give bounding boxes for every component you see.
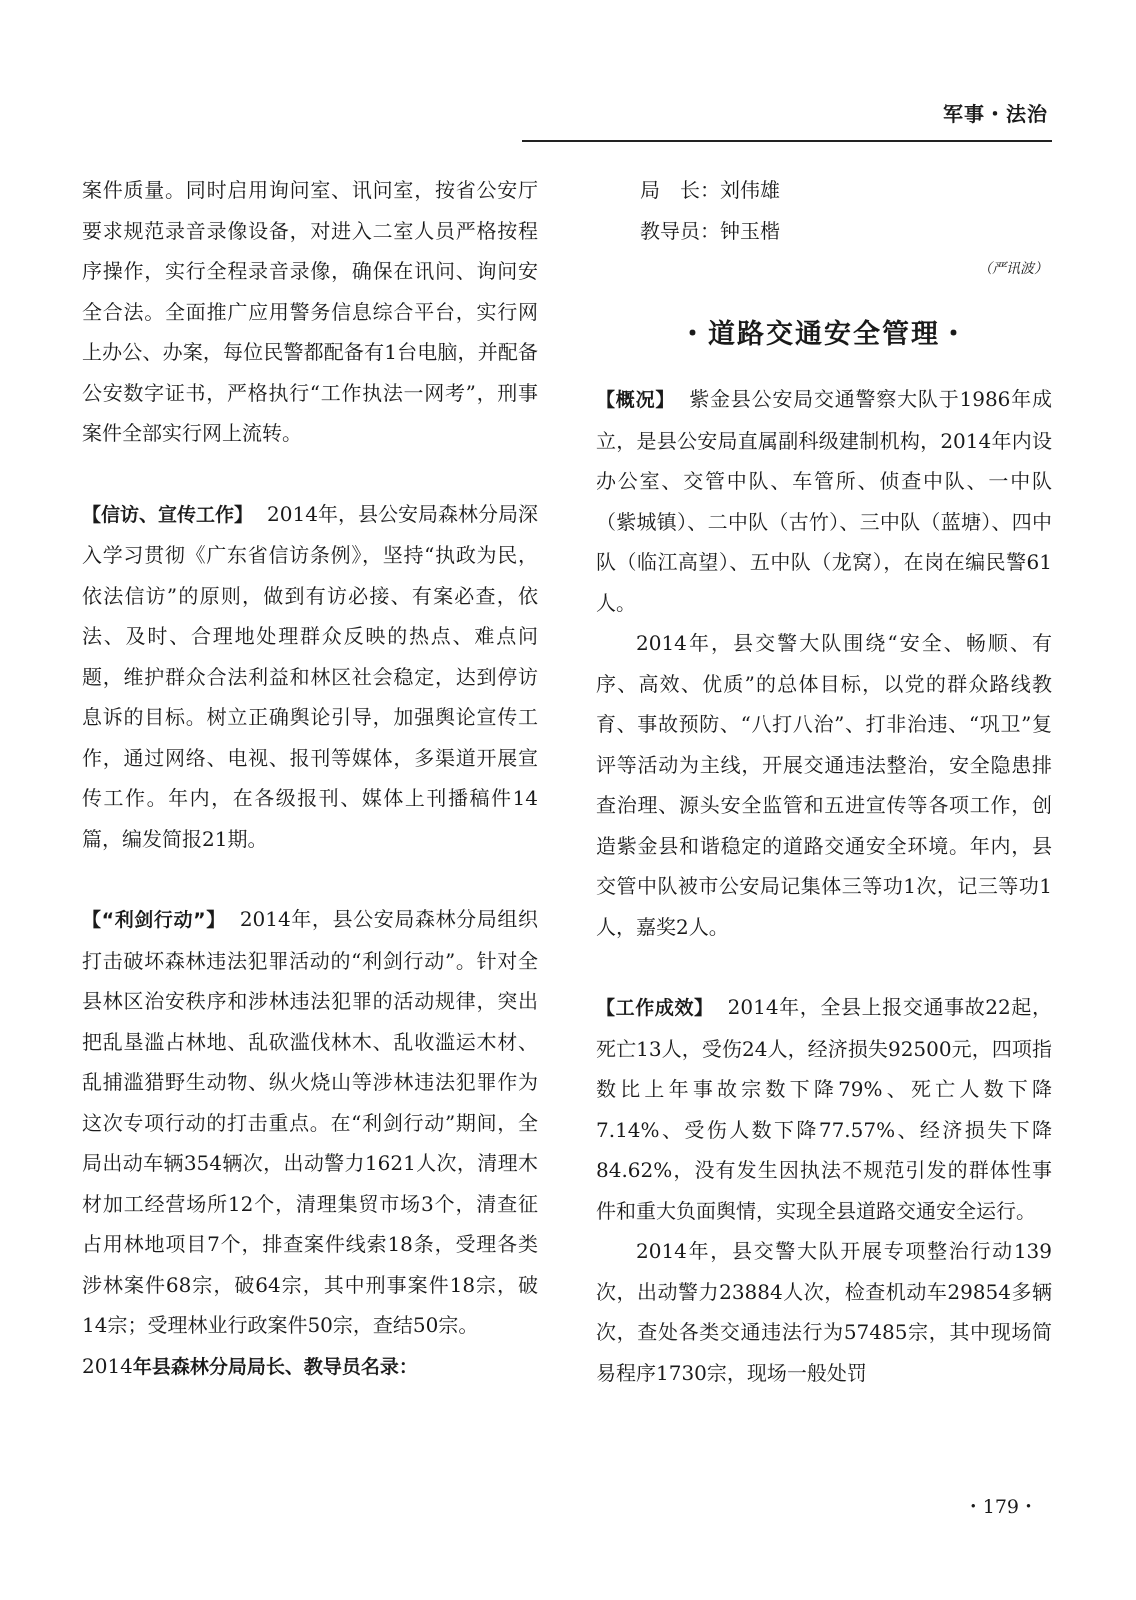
paragraph-sword-action (82, 899, 538, 1346)
paragraph-petition-publicity (82, 494, 538, 860)
chief-name: 局 长：刘伟雄 (640, 178, 780, 202)
paragraph-overview (596, 379, 1052, 623)
paragraph-body: 2014年，全县上报交通事故22起，死亡13人，受伤24人，经济损失92500元，四项指数比上年事故宗数下降79%、死亡人数下降7.14%、受伤人数下降77.57%、经济损失下降84.62%，没有发生因执法不规范引发的群体性事件和重大负面舆情，实现全县道路交通安全运行。 (596, 995, 1052, 1223)
section-title: ・道路交通安全管理・ (679, 319, 969, 350)
paragraph-enforcement: 2014年，县交警大队开展专项整治行动139次，出动警力23884人次，检查机动车29854多辆次，查处各类交通违法行为57485宗，其中现场简易程序1730宗，现场一般处罚 (596, 1239, 1052, 1385)
section-lead-sword: 【“利剑行动”】 (82, 909, 226, 931)
list-title (82, 1346, 538, 1388)
author-credit: （严讯波） (978, 261, 1048, 277)
header-rule (522, 140, 1052, 142)
list-title-year: 2014 (82, 1353, 133, 1378)
section-lead-results: 【工作成效】 (596, 997, 714, 1019)
right-column (596, 170, 1052, 1393)
paragraph-body: 2014年，县公安局森林分局组织打击破坏森林违法犯罪活动的“利剑行动”。针对全县林区治安秩序和涉林违法犯罪的活动规律，突出把乱垦滥占林地、乱砍滥伐林木、乱收滥运木材、乱捕滥猎野生动物、纵火烧山等涉林违法犯罪作为这次专项行动的打击重点。在“利剑行动”期间，全局出动车辆354辆次，出动警力1621人次，清理木材加工经营场所12个，清理集贸市场3个，清查征占用林地项目7个，排查案件线索18条，受理各类涉林案件68宗，破64宗，其中刑事案件18宗，破14宗；受理林业行政案件50宗，查结50宗。 (82, 907, 538, 1337)
paragraph-body: 紫金县公安局交通警察大队于1986年成立，是县公安局直属副科级建制机构，2014年内设办公室、交管中队、车管所、侦查中队、一中队（紫城镇）、二中队（古竹）、三中队（蓝塘）、四中队（临江高望）、五中队（龙窝），在岗在编民警61人。 (596, 387, 1052, 615)
left-column (82, 170, 538, 1387)
section-lead-petition: 【信访、宣传工作】 (82, 503, 254, 526)
page-number: ・179・ (963, 1496, 1038, 1518)
paragraph-body: 2014年，县公安局森林分局深入学习贯彻《广东省信访条例》，坚持“执政为民，依法信访”的原则，做到有访必接、有案必查，依法、及时、合理地处理群众反映的热点、难点问题，维护群众合法利益和林区社会稳定，达到停访息诉的目标。树立正确舆论引导，加强舆论宣传工作，通过网络、电视、报刊等媒体，多渠道开展宣传工作。年内，在各级报刊、媒体上刊播稿件14篇，编发简报21期。 (82, 501, 538, 851)
section-lead-overview: 【概况】 (596, 389, 676, 411)
paragraph-traffic-goals: 2014年，县交警大队围绕“安全、畅顺、有序、高效、优质”的总体目标，以党的群众路线教育、事故预防、“八打八治”、打非治违、“巩卫”复评等活动为主线，开展交通违法整治，安全隐患排查治理、源头安全监管和五进宣传等各项工作，创造紫金县和谐稳定的道路交通安全环境。年内，县交管中队被市公安局记集体三等功1次，记三等功1人，嘉奖2人。 (596, 631, 1052, 939)
paragraph-results (596, 987, 1052, 1231)
paragraph-case-quality: 案件质量。同时启用询问室、讯问室，按省公安厅要求规范录音录像设备，对进入二室人员严格按程序操作，实行全程录音录像，确保在讯问、询问安全合法。全面推广应用警务信息综合平台，实行网上办公、办案，每位民警都配备有1台电脑，并配备公安数字证书，严格执行“工作执法一网考”，刑事案件全部实行网上流转。 (82, 178, 538, 445)
running-header: 军事・法治 (943, 102, 1048, 126)
list-title-text: 年县森林分局局长、教导员名录： (132, 1355, 418, 1378)
instructor-name: 教导员：钟玉楷 (640, 218, 780, 243)
